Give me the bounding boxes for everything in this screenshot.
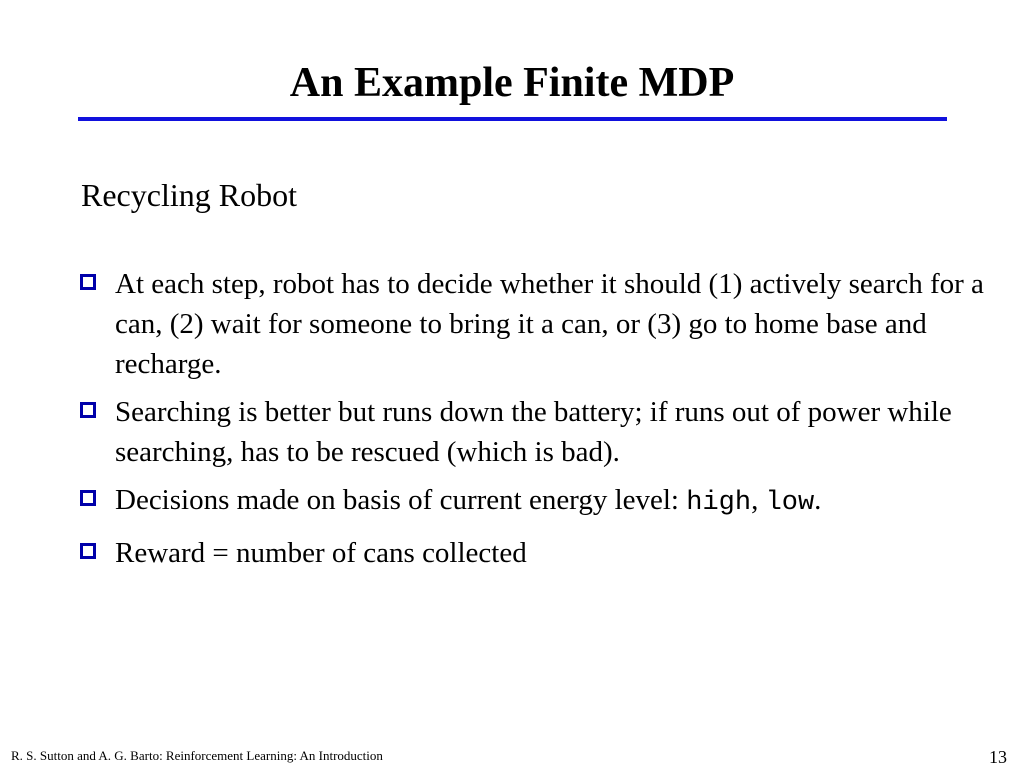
bullet-text-3-end: . <box>814 484 822 516</box>
bullet-list <box>76 264 1006 581</box>
slide-title: An Example Finite MDP <box>289 60 735 106</box>
square-bullet-icon <box>80 490 96 506</box>
square-bullet-icon <box>80 402 96 418</box>
title-underline <box>78 117 947 121</box>
bullet-item-2 <box>76 392 1006 472</box>
bullet-item-4 <box>76 533 1006 573</box>
energy-level-low: low <box>765 488 815 518</box>
square-bullet-icon <box>80 274 96 290</box>
bullet-text-1: At each step, robot has to decide whether it should (1) actively search for a can, (2) wait for someone to bring it a can, or (3) go to home base and recharge. <box>115 268 984 380</box>
energy-level-high: high <box>686 488 752 518</box>
bullet-item-3 <box>76 480 1006 523</box>
page-number: 13 <box>989 747 1007 767</box>
square-bullet-icon <box>80 543 96 559</box>
bullet-text-3-sep: , <box>751 484 766 516</box>
slide-subtitle: Recycling Robot <box>81 177 297 213</box>
bullet-item-1 <box>76 264 1006 384</box>
bullet-text-3-prefix: Decisions made on basis of current energy level: <box>115 484 687 516</box>
bullet-text-2: Searching is better but runs down the battery; if runs out of power while searching, has to be rescued (which is bad). <box>115 396 952 468</box>
slide-footer: R. S. Sutton and A. G. Barto: Reinforcement Learning: An Introduction <box>11 748 383 763</box>
bullet-text-4: Reward = number of cans collected <box>115 537 527 569</box>
